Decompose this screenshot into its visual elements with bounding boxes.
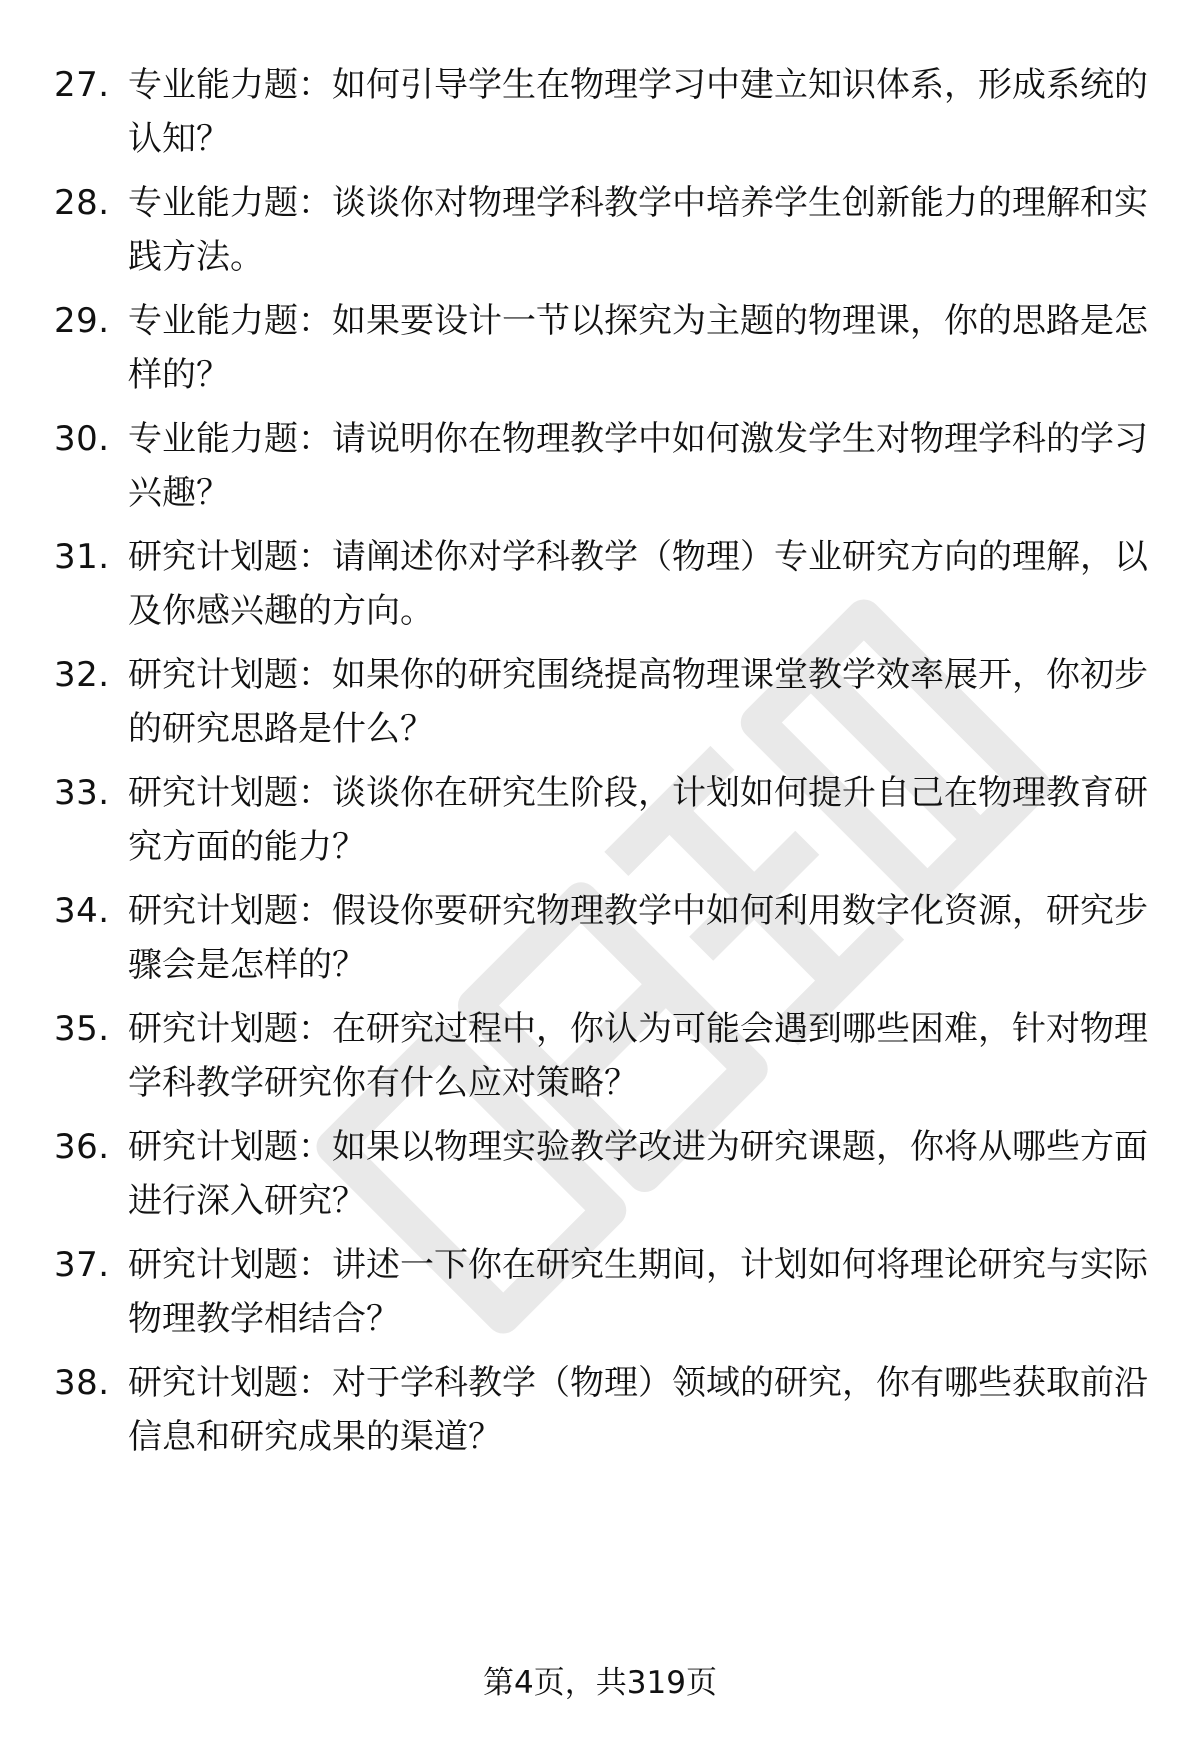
question-number: 27. [54,65,110,105]
question-text: 研究计划题：如果以物理实验教学改进为研究课题，你将从哪些方面进行深入研究？ [128,1127,1148,1221]
question-text: 专业能力题：请说明你在物理教学中如何激发学生对物理学科的学习兴趣？ [128,419,1148,513]
question-text: 研究计划题：在研究过程中，你认为可能会遇到哪些困难，针对物理学科教学研究你有什么应对策略？ [128,1009,1148,1103]
question-number: 36. [54,1127,110,1167]
question-number: 38. [54,1363,110,1403]
question-text: 专业能力题：如何引导学生在物理学习中建立知识体系，形成系统的认知？ [128,65,1148,159]
question-text: 研究计划题：谈谈你在研究生阶段，计划如何提升自己在物理教育研究方面的能力？ [128,773,1148,867]
question-text: 研究计划题：对于学科教学（物理）领域的研究，你有哪些获取前沿信息和研究成果的渠道？ [128,1363,1148,1457]
question-text: 专业能力题：谈谈你对物理学科教学中培养学生创新能力的理解和实践方法。 [128,183,1148,277]
question-number: 30. [54,419,110,459]
question-text: 研究计划题：讲述一下你在研究生期间，计划如何将理论研究与实际物理教学相结合？ [128,1245,1148,1339]
question-number: 37. [54,1245,110,1285]
question-number: 32. [54,655,110,695]
question-text: 研究计划题：假设你要研究物理教学中如何利用数字化资源，研究步骤会是怎样的？ [128,891,1148,985]
page-footer: 第4页，共319页 [483,1665,717,1701]
question-number: 35. [54,1009,110,1049]
question-number: 28. [54,183,110,223]
question-text: 研究计划题：如果你的研究围绕提高物理课堂教学效率展开，你初步的研究思路是什么？ [128,655,1148,749]
question-number: 29. [54,301,110,341]
question-text: 研究计划题：请阐述你对学科教学（物理）专业研究方向的理解，以及你感兴趣的方向。 [128,537,1148,631]
question-number: 33. [54,773,110,813]
question-text: 专业能力题：如果要设计一节以探究为主题的物理课，你的思路是怎样的？ [128,301,1148,395]
question-number: 34. [54,891,110,931]
question-number: 31. [54,537,110,577]
